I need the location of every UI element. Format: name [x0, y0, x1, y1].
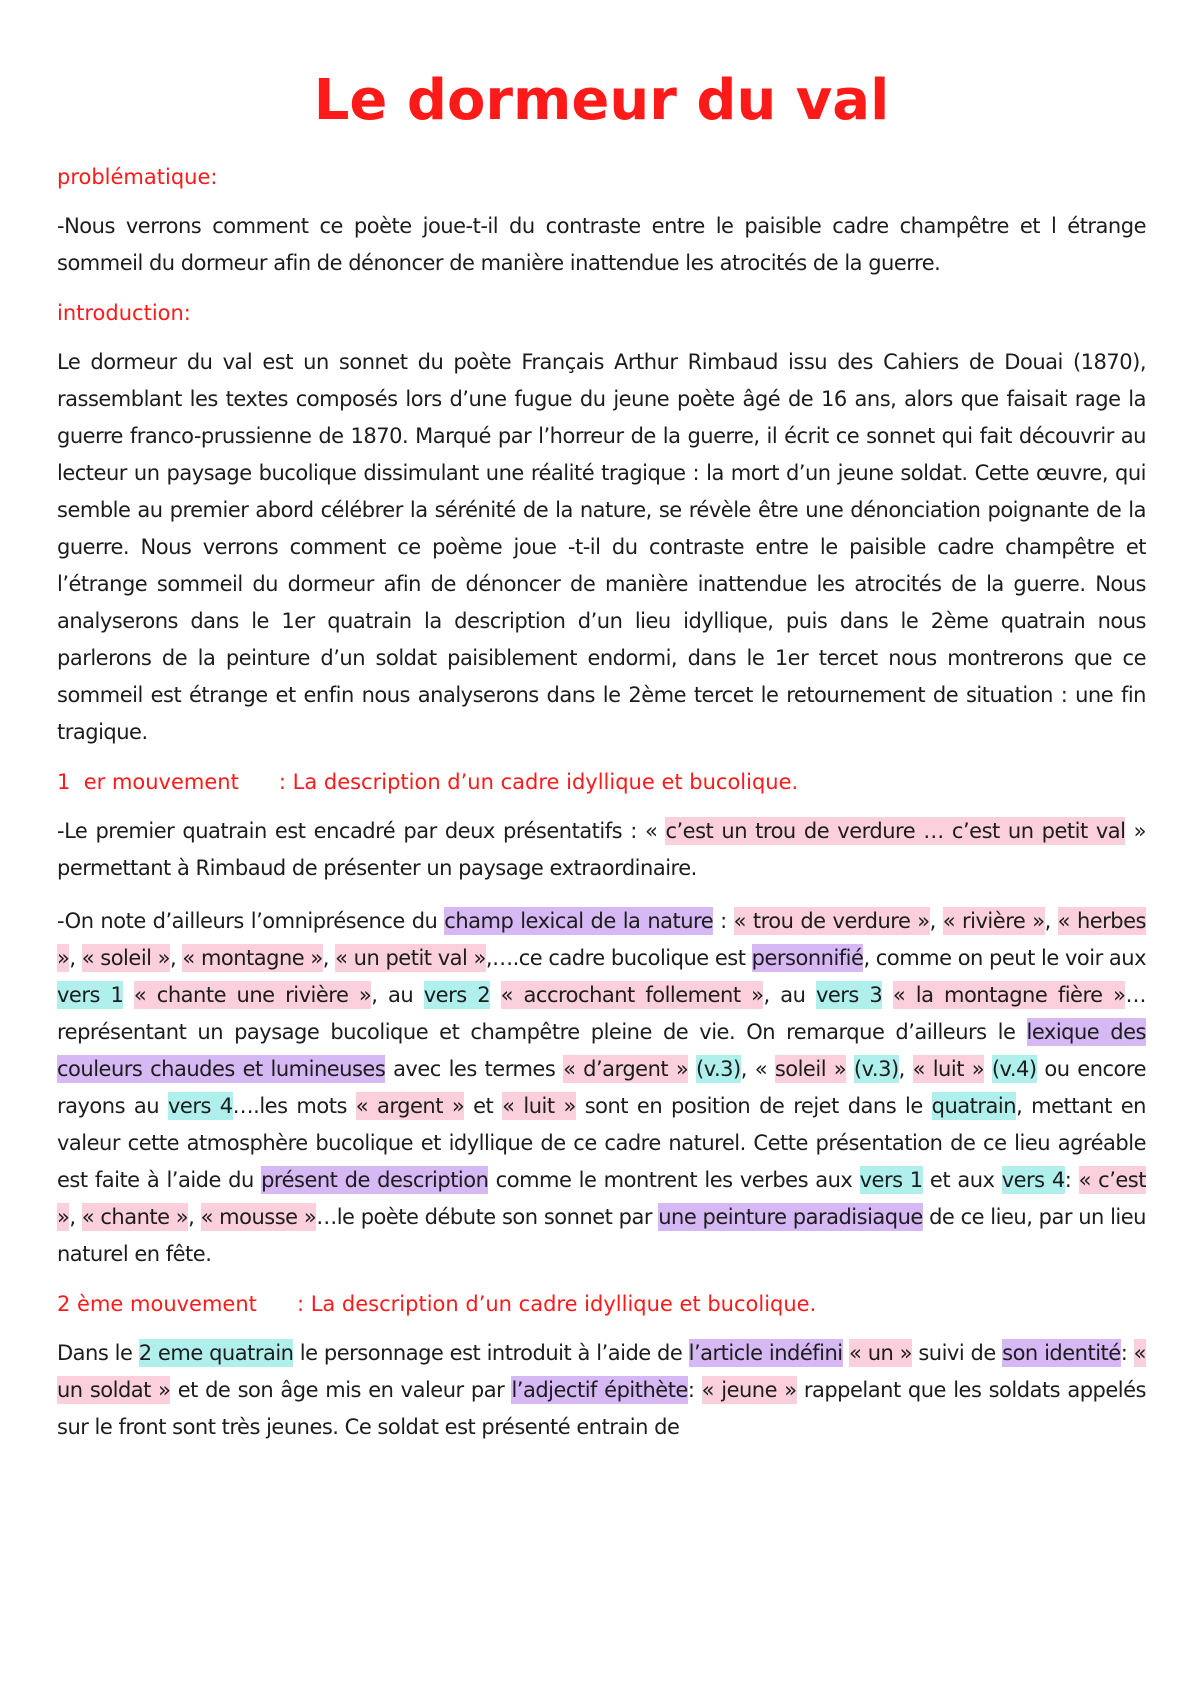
- text-run: ….les mots: [232, 1094, 356, 1118]
- text-run: :: [687, 1378, 702, 1402]
- reference-highlight: (v.3): [696, 1057, 741, 1081]
- text-run: comme le montrent les verbes aux: [488, 1168, 860, 1192]
- problematique-paragraph: -Nous verrons comment ce poète joue-t-il du contraste entre le paisible cadre champêtre et l étrange sommeil du dormeur afin de dénoncer de manière inattendue les atrocités de la guerre.: [57, 214, 1146, 275]
- introduction-paragraph: Le dormeur du val est un sonnet du poète Français Arthur Rimbaud issu des Cahiers de Douai (1870), rassemblant les textes composés lors d’une fugue du jeune poète âgé de 16 ans, alors que faisait rage la guerre franco-prussienne de 1870. Marqué par l’horreur de la guerre, il écrit ce sonnet qui fait découvrir au lecteur un paysage bucolique dissimulant une réalité tragique : la mort d’un jeune soldat. Cette œuvre, qui semble au premier abord célébrer la sérénité de la nature, se révèle être une dénonciation poignante de la guerre. Nous verrons comment ce poème joue -t-il du contraste entre le paisible cadre champêtre et l’étrange sommeil du dormeur afin de dénoncer de manière inattendue les atrocités de la guerre. Nous analyserons dans le 1er quatrain la description d’un lieu idyllique, puis dans le 2ème quatrain nous parlerons de la peinture d’un soldat paisiblement endormi, dans le 1er tercet nous montrerons que ce sommeil est étrange et enfin nous analyserons dans le 2ème tercet le retournement de situation : une fin tragique.: [57, 350, 1146, 744]
- reference-highlight: (v.3): [853, 1057, 899, 1081]
- concept-highlight: présent de description: [261, 1168, 489, 1192]
- text-run: ,: [929, 909, 943, 933]
- quote-highlight: « chante une rivière »: [133, 983, 372, 1007]
- quote-highlight: « c’est »: [57, 1168, 1146, 1229]
- text-run: » permettant à Rimbaud de présenter un paysage extraordinaire.: [57, 819, 1146, 880]
- text-run: [688, 1057, 696, 1081]
- text-run: …le poète débute son sonnet par: [316, 1205, 659, 1229]
- text-run: [882, 983, 893, 1007]
- text-run: -On note d’ailleurs l’omniprésence du: [57, 909, 445, 933]
- reference-highlight: vers 3: [815, 983, 883, 1007]
- quote-highlight: « mousse »: [200, 1205, 317, 1229]
- quote-highlight: c’est un trou de verdure … c’est un petit val: [665, 819, 1126, 843]
- quote-highlight: « soleil »: [81, 946, 171, 970]
- text-run: sont en position de rejet dans le: [575, 1094, 932, 1118]
- text-run: [984, 1057, 992, 1081]
- text-run: …représentant un paysage bucolique et champêtre pleine de vie. On remarque d’ailleurs le: [57, 983, 1146, 1044]
- mouvement1-heading: 1 er mouvement : La description d’un cadre idyllique et bucolique.: [57, 770, 799, 794]
- text-run: , «: [740, 1057, 775, 1081]
- text-run: , au: [371, 983, 424, 1007]
- text-run: ,: [69, 946, 82, 970]
- text-run: :: [1120, 1341, 1134, 1365]
- text-run: ,: [322, 946, 336, 970]
- concept-highlight: lexique des couleurs chaudes et lumineuses: [57, 1020, 1146, 1081]
- concept-highlight: une peinture paradisiaque: [658, 1205, 923, 1229]
- text-run: [123, 983, 134, 1007]
- concept-highlight: l’adjectif épithète: [511, 1378, 688, 1402]
- text-run: :: [713, 909, 734, 933]
- quote-highlight: « montagne »: [182, 946, 323, 970]
- quote-highlight: « argent »: [355, 1094, 465, 1118]
- text-run: [490, 983, 501, 1007]
- quote-highlight: « un soldat »: [57, 1341, 1146, 1402]
- text-run: ,: [1044, 909, 1058, 933]
- introduction-heading: introduction:: [57, 301, 191, 325]
- text-run: ,: [69, 1205, 82, 1229]
- document-title: Le dormeur du val: [313, 68, 890, 133]
- text-run: ou encore rayons au: [57, 1057, 1146, 1118]
- text-run: et aux: [922, 1168, 1002, 1192]
- quote-highlight: « d’argent »: [563, 1057, 689, 1081]
- quote-highlight: soleil »: [774, 1057, 847, 1081]
- reference-highlight: vers 4: [167, 1094, 233, 1118]
- quote-highlight: « la montagne fière »: [892, 983, 1126, 1007]
- mouvement1-paragraph-2: [57, 903, 1146, 1273]
- text-run: ,….ce cadre bucolique est: [485, 946, 752, 970]
- text-run: le personnage est introduit à l’aide de: [293, 1341, 689, 1365]
- text-run: avec les termes: [385, 1057, 564, 1081]
- quote-highlight: « un petit val »: [335, 946, 486, 970]
- reference-highlight: vers 1: [57, 983, 124, 1007]
- reference-highlight: vers 2: [423, 983, 491, 1007]
- quote-highlight: « trou de verdure »: [733, 909, 930, 933]
- quote-highlight: « rivière »: [942, 909, 1045, 933]
- text-run: Dans le: [57, 1341, 139, 1365]
- text-run: ,: [188, 1205, 201, 1229]
- text-run: rappelant que les soldats appelés sur le front sont très jeunes. Ce soldat est présenté entrain de: [57, 1378, 1146, 1439]
- quote-highlight: « chante »: [81, 1205, 189, 1229]
- mouvement1-paragraph-1: [57, 813, 1146, 887]
- reference-highlight: (v.4): [991, 1057, 1037, 1081]
- quote-highlight: « accrochant follement »: [500, 983, 764, 1007]
- quote-highlight: « jeune »: [701, 1378, 797, 1402]
- mouvement2-paragraph-1: [57, 1335, 1146, 1446]
- text-run: -Le premier quatrain est encadré par deux présentatifs : «: [57, 819, 666, 843]
- mouvement2-heading: 2 ème mouvement : La description d’un cadre idyllique et bucolique.: [57, 1292, 817, 1316]
- quote-highlight: « un »: [849, 1341, 912, 1365]
- problematique-heading: problématique:: [57, 165, 218, 189]
- quote-highlight: « luit »: [502, 1094, 576, 1118]
- text-run: , comme on peut le voir aux: [863, 946, 1147, 970]
- text-run: , au: [763, 983, 816, 1007]
- text-run: et: [464, 1094, 503, 1118]
- text-run: ,: [898, 1057, 913, 1081]
- concept-highlight: son identité: [1002, 1341, 1121, 1365]
- reference-highlight: 2 eme quatrain: [138, 1341, 294, 1365]
- reference-highlight: vers 4: [1001, 1168, 1065, 1192]
- text-run: ,: [170, 946, 183, 970]
- text-run: suivi de: [912, 1341, 1003, 1365]
- text-run: de ce lieu, par un lieu naturel en fête.: [57, 1205, 1146, 1266]
- text-run: :: [1064, 1168, 1079, 1192]
- text-run: [846, 1057, 854, 1081]
- concept-highlight: l’article indéfini: [688, 1341, 843, 1365]
- text-run: et de son âge mis en valeur par: [170, 1378, 512, 1402]
- reference-highlight: quatrain: [931, 1094, 1017, 1118]
- concept-highlight: personnifié: [751, 946, 864, 970]
- concept-highlight: champ lexical de la nature: [444, 909, 714, 933]
- quote-highlight: « herbes »: [57, 909, 1146, 970]
- text-run: , mettant en valeur cette atmosphère bucolique et idyllique de ce cadre naturel. Cette présentation de ce lieu agréable est faite à l’aide du: [57, 1094, 1146, 1192]
- reference-highlight: vers 1: [859, 1168, 923, 1192]
- quote-highlight: « luit »: [912, 1057, 985, 1081]
